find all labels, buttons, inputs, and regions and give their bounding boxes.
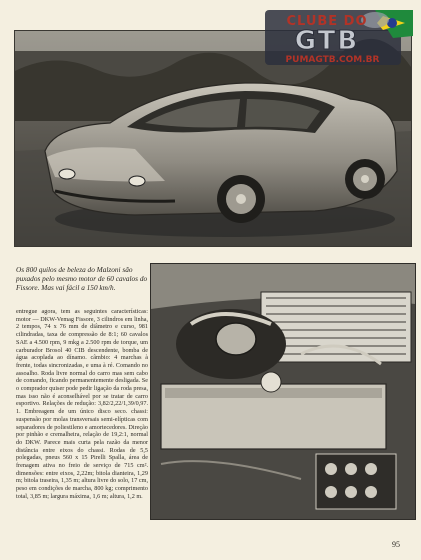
- logo-line1: CLUBE DO: [286, 14, 368, 29]
- logo-url: PUMAGTB.COM.BR: [285, 55, 380, 65]
- club-logo: [265, 8, 415, 68]
- photo-caption: Os 800 quilos de beleza do Malzoni são puxados pelo mesmo motor de 60 cavalos do Fissore. Mas vai fácil a 150 km/h.: [16, 265, 148, 293]
- article-body: entregue agora, tem as seguintes características: motor — DKW-Vemag Fissore, 3 cilindros em linha, 2 tempos, 74 x 76 mm de diâmetro e curso, 981 cilindradas, taxa de compressão de 8:1; 60 cavalos SAE a 4.500 rpm, 9 mkg a 2.500 rpm de torque, um carburador Brosol 40 CIB descendente, bomba de água acoplada ao dínamo. câmbio: 4 marchas à frente, todas sincronizadas, e uma à ré. Comando no assoalho. Roda livre normal do carro mas sem cabo de comando, ficando permanentemente desligada. Se o comprador quiser pode pedir ligação da roda presa, mas isso não é aconselhável por se tratar de carro esportivo. Relações de redução: 3,82/2,22/1,39/0,97. 1. Embreagem de um único disco seco. chassi: suspensão por molas transversais semi-elípticas com separadores de poliestileno e amortecedores. Direção por pinhão e cremalheira, relação de 19,2:1, normal do DKW. Parece mais curta pela razão da menor distância entre eixos do chassi. Rodas de 5,5 polegadas, pneus 560 x 15 Pirelli Spalla, área de frenagem ativa no freio de serviço de 715 cm². dimensões: entre eixos, 2,22m; bitola dianteira, 1,29 m; bitola traseira, 1,35 m; altura livre do solo, 17 cm, peso em condições de marcha, 800 kg; comprimento total, 3,85 m; largura máxima, 1,6 m; altura, 1,2 m.: [16, 308, 148, 500]
- engine-photo-drawing: [151, 264, 415, 519]
- page-number: 95: [392, 540, 400, 549]
- engine-photo: [150, 263, 416, 520]
- logo-line2: GTB: [294, 26, 360, 56]
